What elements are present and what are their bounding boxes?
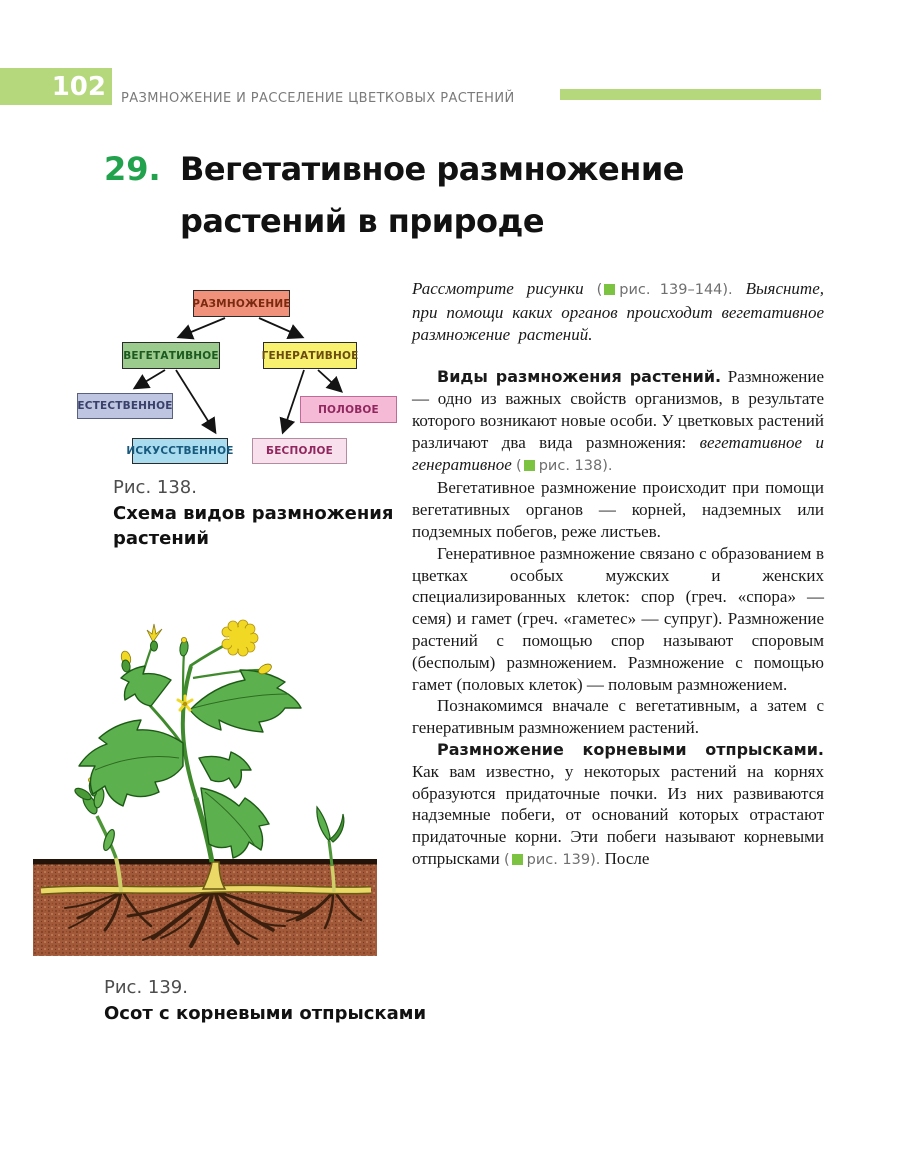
- ref-square-icon: [604, 284, 615, 295]
- diagram-node-label: ПОЛОВОЕ: [318, 403, 379, 416]
- figure-138-caption: [113, 477, 413, 551]
- ref-square-icon: [512, 854, 523, 865]
- running-head: РАЗМНОЖЕНИЕ И РАССЕЛЕНИЕ ЦВЕТКОВЫХ РАСТЕНИЙ: [121, 91, 515, 106]
- figure-reference-138: ( рис. 138).: [516, 457, 613, 474]
- ref-square-icon: [524, 460, 535, 471]
- intro-text: Рассмотрите рисунки: [412, 279, 584, 298]
- article-column: [412, 278, 824, 872]
- soil-surface-line: [33, 859, 377, 865]
- paragraph-generative: Генеративное размножение связано с образованием в цветках особых мужских и женских специализированных клеток: спор (греч. «спора» — семя) и гамет (греч. «гаметес» — супруг). Размножение растений с помощью спор называют споровым (бесполым) размножением. Размножение с помощью гамет (половых клеток) — половым размножением.: [412, 543, 824, 694]
- section-title: [180, 143, 684, 247]
- intro-task-paragraph: [412, 278, 824, 345]
- main-plant: [79, 620, 301, 862]
- figure-139-caption: [104, 977, 434, 1026]
- paragraph-types-of-reproduction: Виды размножения растений. Размножение — одно из важных свойств организмов, в результате которого возникают новые особи. У цветковых растений различают два вида размножения: вегетативное и генеративное ( рис. 138).: [412, 367, 825, 474]
- diagram-node-natural: [77, 393, 173, 419]
- intro-text: Выясните, при помощи каких органов происходит вегетативное размножение растений.: [412, 279, 824, 344]
- header-green-bar: [560, 89, 821, 100]
- paragraph-root-suckers: Размножение корневыми отпрысками. Как вам известно, у некоторых растений на корнях образуются придаточные почки. Из них развиваются надземные побеги, от оснований которых отрастают придаточные корни. Эти побеги называют корневыми отпрысками ( рис. 139). После: [412, 739, 824, 868]
- figure-138-label: Рис. 138.: [113, 477, 197, 498]
- paragraph-lead: Виды размножения растений.: [437, 367, 722, 387]
- diagram-node-label: ГЕНЕРАТИВНОЕ: [261, 349, 359, 362]
- figure-138-title: Схема видов размножения растений: [113, 503, 394, 549]
- diagram-node-label: ВЕГЕТАТИВНОЕ: [123, 349, 219, 362]
- diagram-node-label: ЕСТЕСТВЕННОЕ: [77, 400, 173, 412]
- section-number: 29.: [104, 150, 161, 188]
- paragraph-plan: Познакомимся вначале с вегетативным, а затем с генеративным размножением растений.: [412, 696, 824, 738]
- soil-block: [33, 864, 377, 956]
- diagram-node-vegetative: [122, 342, 220, 369]
- page-number: 102: [51, 71, 106, 102]
- diagram-node-label: ИСКУССТВЕННОЕ: [126, 445, 234, 457]
- figure-139-label: Рис. 139.: [104, 977, 188, 998]
- sow-thistle-illustration: [33, 608, 377, 958]
- diagram-node-asexual: [252, 438, 347, 464]
- figure-reference-139: ( рис. 139).: [503, 851, 601, 868]
- paragraph-lead: Размножение корневыми отпрысками.: [437, 739, 824, 759]
- diagram-node-label: БЕСПОЛОЕ: [265, 445, 333, 457]
- diagram-node-label: РАЗМНОЖЕНИЕ: [192, 297, 291, 310]
- reproduction-types-diagram: [75, 286, 400, 471]
- page-number-tab: [0, 68, 112, 105]
- section-title-line1: Вегетативное размножение: [180, 150, 684, 188]
- diagram-node-artificial: [126, 438, 234, 464]
- paragraph-vegetative: Вегетативное размножение происходит при помощи вегетативных органов — корней, надземных или подземных побегов, реже листьев.: [412, 478, 824, 541]
- term-italic: вегетативное и генеративное: [412, 432, 825, 474]
- diagram-node-sexual: [300, 396, 397, 423]
- figure-139-title: Осот с корневыми отпрысками: [104, 1003, 427, 1024]
- figure-reference-139-144: ( рис. 139–144).: [596, 282, 733, 298]
- section-title-line2: растений в природе: [180, 202, 545, 240]
- diagram-node-reproduction: [193, 290, 290, 317]
- diagram-node-generative: [263, 342, 357, 369]
